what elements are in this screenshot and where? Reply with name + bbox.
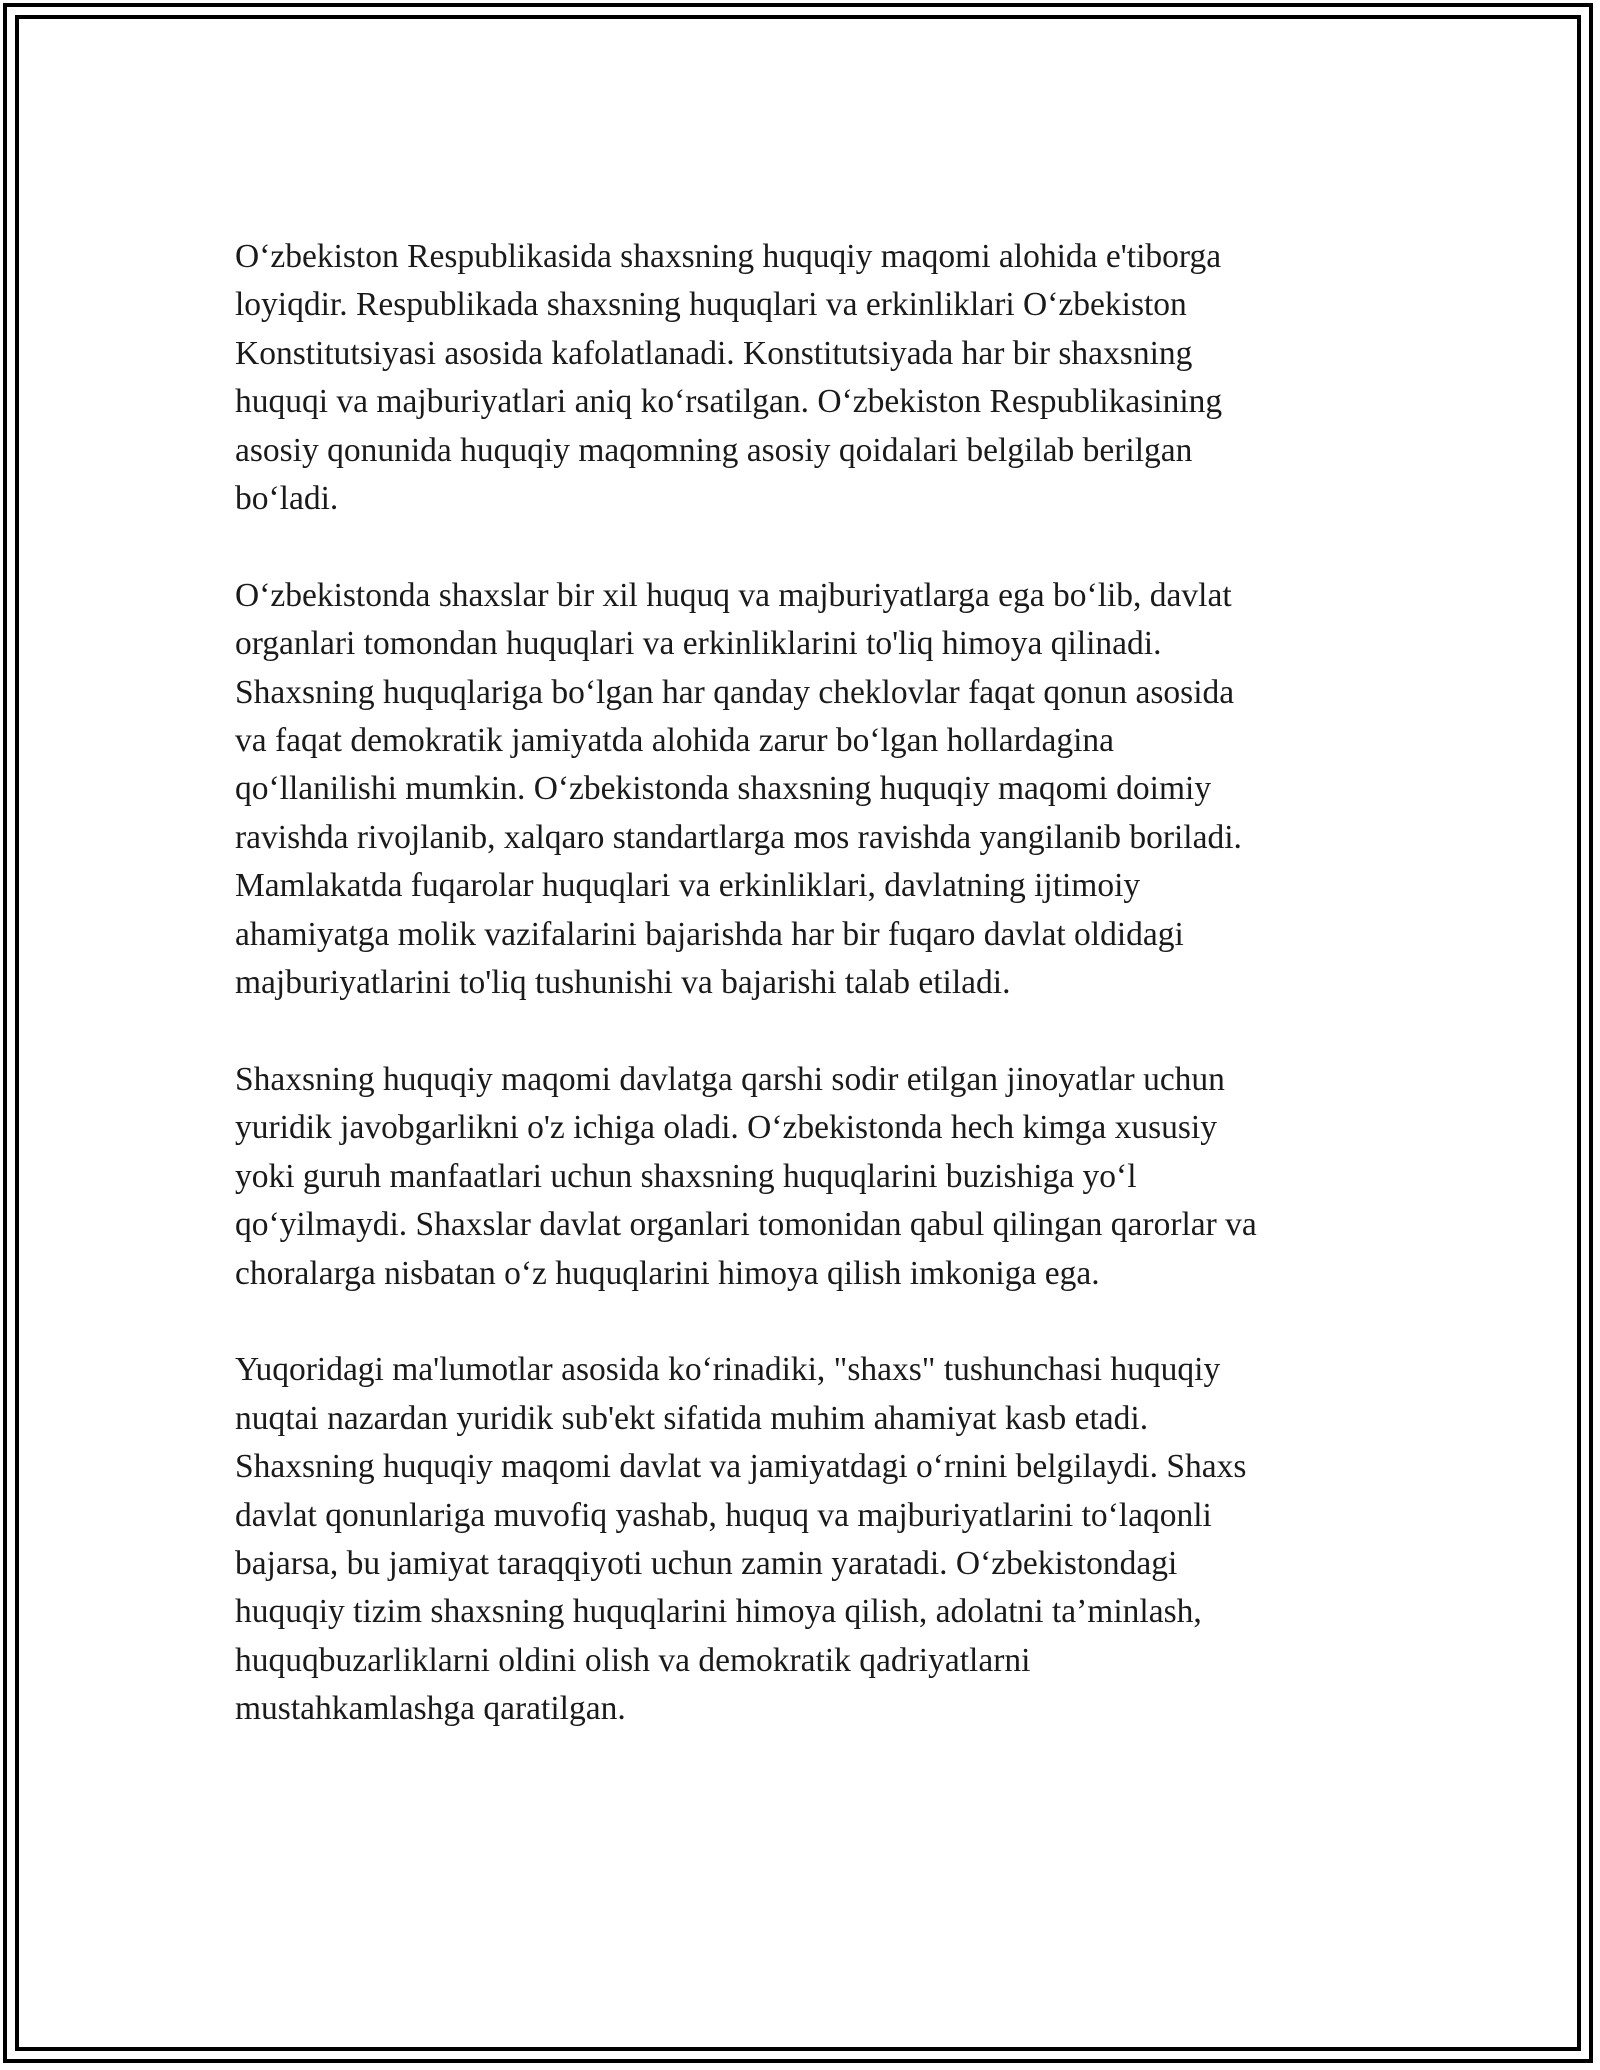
- paragraph-3: Shaxsning huquqiy maqomi davlatga qarshi sodir etilgan jinoyatlar uchun yuridik javobgarlikni o'z ichiga oladi. O‘zbekistonda hech kimga xususiy yoki guruh manfaatlari uchun shaxsning huquqlarini buzishiga yo‘l qo‘yilmaydi. Shaxslar davlat organlari tomonidan qabul qilingan qarorlar va choralarga nisbatan o‘z huquqlarini himoya qilish imkoniga ega.: [235, 1060, 1257, 1292]
- document-body: [235, 233, 1365, 1734]
- paragraph-1: O‘zbekiston Respublikasida shaxsning huquqiy maqomi alohida e'tiborga loyiqdir. Respublikada shaxsning huquqlari va erkinliklari O‘zbekiston Konstitutsiyasi asosida kafolatlanadi. Konstitutsiyada har bir shaxsning huquqi va majburiyatlari aniq ko‘rsatilgan. O‘zbekiston Respublikasining asosiy qonunida huquqiy maqomning asosiy qoidalari belgilab berilgan bo‘ladi.: [235, 238, 1223, 518]
- paragraph-4: Yuqoridagi ma'lumotlar asosida ko‘rinadiki, "shaxs" tushunchasi huquqiy nuqtai nazardan yuridik sub'ekt sifatida muhim ahamiyat kasb etadi. Shaxsning huquqiy maqomi davlat va jamiyatdagi o‘rnini belgilaydi. Shaxs davlat qonunlariga muvofiq yashab, huquq va majburiyatlarini to‘laqonli bajarsa, bu jamiyat taraqqiyoti uchun zamin yaratadi. O‘zbekistondagi huquqiy tizim shaxsning huquqlarini himoya qilish, adolatni ta’minlash, huquqbuzarliklarni oldini olish va demokratik qadriyatlarni mustahkamlashga qaratilgan.: [235, 1351, 1247, 1728]
- paragraph-2: O‘zbekistonda shaxslar bir xil huquq va majburiyatlarga ega bo‘lib, davlat organlari tomondan huquqlari va erkinliklarini to'liq himoya qilinadi. Shaxsning huquqlariga bo‘lgan har qanday cheklovlar faqat qonun asosida va faqat demokratik jamiyatda alohida zarur bo‘lgan hollardagina qo‘llanilishi mumkin. O‘zbekistonda shaxsning huquqiy maqomi doimiy ravishda rivojlanib, xalqaro standartlarga mos ravishda yangilanib boriladi. Mamlakatda fuqarolar huquqlari va erkinliklari, davlatning ijtimoiy ahamiyatga molik vazifalarini bajarishda har bir fuqaro davlat oldidagi majburiyatlarini to'liq tushunishi va bajarishi talab etiladi.: [235, 576, 1242, 1002]
